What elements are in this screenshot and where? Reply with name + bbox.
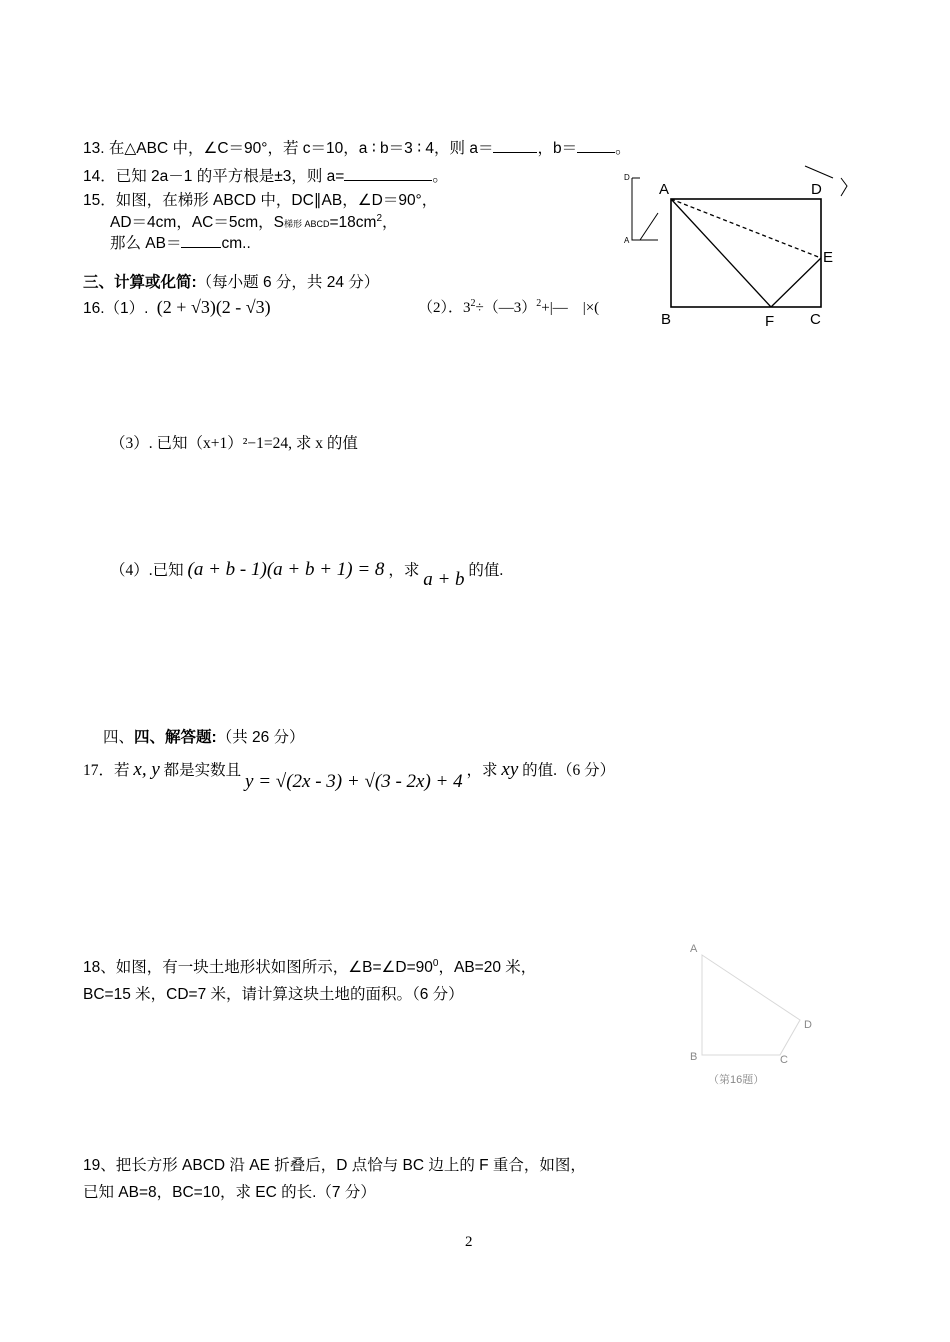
answer-blank-b: [577, 138, 615, 153]
label-A: A: [624, 236, 630, 245]
label-D: D: [624, 173, 630, 182]
label-A: A: [690, 943, 698, 955]
label-A: A: [659, 181, 670, 198]
question-18-line2: BC=15 米，CD=7 米，请计算这块土地的面积。（6 分）: [83, 986, 464, 1003]
expression-17: y = √(2x - 3) + √(3 - 2x) + 4: [245, 771, 463, 792]
question-16-part2: （2）．$3^2\div(—3)^2+|—$ |×(: [418, 298, 600, 316]
question-18-line1: 18、如图，有一块土地形状如图所示，$\angle B=\angle D=90^0$，AB=20 米，: [83, 957, 537, 976]
label-C: C: [810, 311, 821, 328]
question-16-part1: 16.（1）. (2 + √3)(2 - √3): [83, 297, 271, 317]
question-15-line3: 那么 AB＝ cm..: [110, 235, 251, 252]
question-19-line1: 19、把长方形 ABCD 沿 AE 折叠后，D 点恰与 BC 边上的 F 重合，如图，: [83, 1157, 586, 1174]
label-C: C: [780, 1054, 788, 1066]
question-16-part4: （4）.已知 (a + b - 1)(a + b + 1) = 8 ，求 a + b 的值.: [110, 559, 504, 590]
page-number: 2: [465, 1234, 473, 1250]
question-16-part3: （3）. 已知（x+1）²−1=24, 求 x 的值: [110, 435, 358, 452]
question-17: 17．若 x, y 都是实数且 y = √(2x - 3) + √(3 - 2x) + 4 ，求 xy 的值.（6 分）: [83, 759, 616, 792]
answer-blank-14: [344, 166, 432, 181]
expression-16-1: (2 + √3)(2 - √3): [156, 297, 271, 317]
figure-caption: （第16题）: [708, 1074, 765, 1086]
answer-blank-15: [181, 233, 221, 248]
question-15-line2: AD＝4cm，AC＝5cm，S梯形 $ABCD=18cm^2$，: [110, 212, 398, 231]
figure-q18-quadrilateral: [680, 935, 830, 1090]
variable-a-plus-b: a + b: [423, 569, 465, 590]
question-13: 13. 在△ABC 中，∠C＝90°，若 c＝10，a ∶ b＝3 ∶ 4，则 a＝ ，b＝ 。: [83, 140, 631, 157]
question-14: 14．已知 2a－1 的平方根是±3，则 a= 。: [83, 168, 448, 185]
label-B: B: [690, 1051, 698, 1063]
label-D: D: [811, 181, 822, 198]
section-3-heading: 三、计算或化简:（每小题 6 分，共 24 分）: [83, 274, 380, 291]
expression-16-4: (a + b - 1)(a + b + 1) = 8: [187, 559, 385, 580]
label-D: D: [804, 1019, 812, 1031]
answer-blank-a: [493, 138, 537, 153]
label-B: B: [661, 311, 672, 328]
section-4-heading: 四、四、解答题:（共 26 分）: [103, 729, 305, 746]
question-15-line1: 15．如图，在梯形 ABCD 中，DC∥AB，∠D＝90°，: [83, 192, 438, 209]
figure-rectangle-fold: [655, 158, 855, 333]
label-E: E: [823, 249, 834, 266]
label-F: F: [765, 313, 775, 330]
question-19-line2: 已知 AB=8，BC=10，求 EC 的长.（7 分）: [83, 1184, 376, 1201]
